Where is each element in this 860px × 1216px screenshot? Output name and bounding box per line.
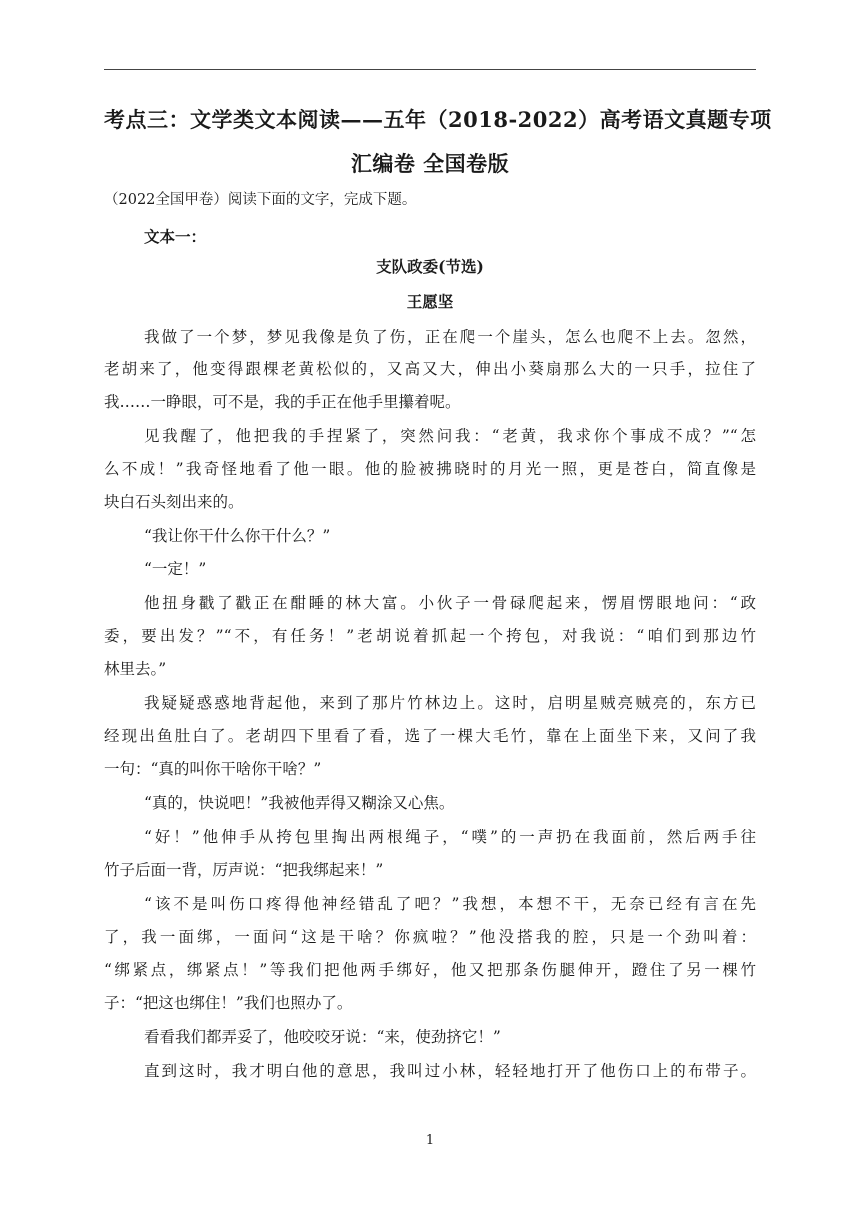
body-line: “好！”他伸手从挎包里掏出两根绳子，“噗”的一声扔在我面前，然后两手往	[144, 828, 756, 846]
document-title-line-1: 考点三：文学类文本阅读——五年（2018-2022）高考语文真题专项	[104, 107, 772, 132]
body-line: 我疑疑惑惑地背起他，来到了那片竹林边上。这时，启明星贼亮贼亮的，东方已	[144, 694, 756, 712]
body-line: “我让你干什么你干什么？”	[144, 527, 331, 545]
body-line: 了，我一面绑，一面问“这是干啥？你疯啦？”他没搭我的腔，只是一个劲叫着：	[104, 928, 756, 946]
body-line: “绑紧点，绑紧点！”等我们把他两手绑好，他又把那条伤腿伸开，蹬住了另一棵竹	[104, 961, 756, 979]
author-name: 王愿坚	[406, 292, 454, 311]
body-line: 经现出鱼肚白了。老胡四下里看了看，选了一棵大毛竹，靠在上面坐下来，又问了我	[104, 727, 756, 745]
body-line: 委，要出发？”“不，有任务！”老胡说着抓起一个挎包，对我说：“咱们到那边竹	[104, 627, 756, 645]
page-number: 1	[425, 1133, 435, 1148]
section-label: 文本一：	[144, 227, 207, 246]
body-line: 他扭身戳了戳正在酣睡的林大富。小伙子一骨碌爬起来，愣眉愣眼地问：“政	[144, 594, 756, 612]
body-line: 竹子后面一背，厉声说：“把我绑起来！”	[104, 861, 384, 879]
body-line: 见我醒了，他把我的手捏紧了，突然问我：“老黄，我求你个事成不成？”“怎	[144, 427, 756, 445]
body-line: 块白石头刻出来的。	[104, 493, 244, 511]
body-line: “真的，快说吧！”我被他弄得又糊涂又心焦。	[144, 794, 455, 812]
body-line: “该不是叫伤口疼得他神经错乱了吧？”我想，本想不干，无奈已经有言在先	[144, 895, 756, 913]
body-line: 我做了一个梦，梦见我像是负了伤，正在爬一个崖头，怎么也爬不上去。忽然，	[144, 328, 756, 346]
question-intro: （2022全国甲卷）阅读下面的文字，完成下题。	[104, 192, 417, 208]
body-line: 么不成！”我奇怪地看了他一眼。他的脸被拂晓时的月光一照，更是苍白，简直像是	[104, 460, 756, 478]
header-rule	[104, 69, 756, 70]
body-line: 一句：“真的叫你干啥你干啥？”	[104, 760, 322, 778]
body-line: 我……一睁眼，可不是，我的手正在他手里攥着呢。	[104, 393, 461, 411]
document-title-line-2: 汇编卷 全国卷版	[350, 151, 510, 176]
body-line: 林里去。”	[104, 660, 167, 678]
body-line: 看看我们都弄妥了，他咬咬牙说：“来，使劲挤它！”	[144, 1028, 501, 1046]
body-line: 老胡来了，他变得跟棵老黄松似的，又高又大，伸出小葵扇那么大的一只手，拉住了	[104, 360, 756, 378]
body-line: 子：“把这也绑住！”我们也照办了。	[104, 994, 353, 1012]
story-title: 支队政委(节选)	[376, 257, 484, 276]
body-line: 直到这时，我才明白他的意思，我叫过小林，轻轻地打开了他伤口上的布带子。	[144, 1062, 756, 1080]
body-line: “一定！”	[144, 560, 207, 578]
